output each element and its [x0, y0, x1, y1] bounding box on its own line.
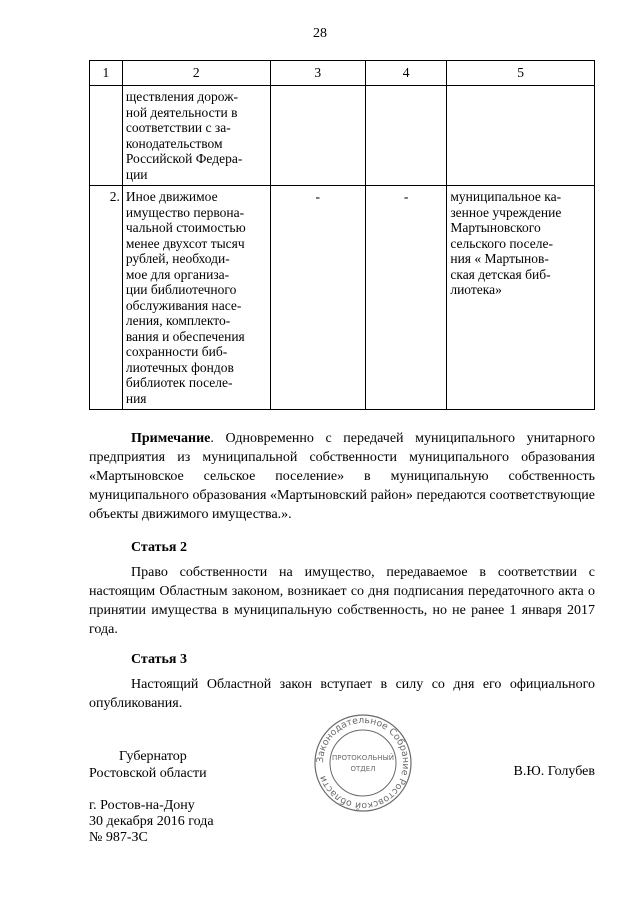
text-line: Иное движимое: [125, 189, 218, 204]
table-row: [90, 86, 595, 186]
note-label: Примечание: [131, 431, 211, 446]
place-date-number: [89, 798, 214, 846]
table-header-row: [90, 61, 595, 86]
text-line: зенное учреждение: [450, 204, 562, 220]
article2-heading: Статья 2: [131, 540, 187, 555]
text-line: ной деятельности в: [125, 104, 238, 120]
stamp-inner-line1: ПРОТОКОЛЬНЫЙ: [331, 754, 395, 762]
header-cell: 2: [122, 61, 270, 86]
law-number: № 987-ЗС: [89, 830, 148, 845]
text-line: ская детская биб-: [450, 266, 551, 282]
header-cell: 1: [90, 61, 123, 86]
header-cell: 3: [270, 61, 365, 86]
text-line: имущество первона-: [125, 204, 245, 220]
official-stamp: [313, 713, 413, 813]
item-description: [122, 86, 270, 186]
note-paragraph: [89, 429, 595, 524]
text-line: сельского поселе-: [450, 235, 554, 251]
article2-paragraph: [89, 563, 595, 639]
date: 30 декабря 2016 года: [89, 814, 214, 829]
article3-text: Настоящий Областной закон вступает в силу со дня его официального опубликования.: [89, 677, 595, 711]
text-line: мое для организа-: [125, 266, 230, 282]
text-line: соответствии с за-: [125, 120, 231, 135]
text-line: конодательством: [125, 135, 223, 151]
stamp-inner-line2: ОТДЕЛ: [350, 765, 376, 773]
signatory-name: В.Ю. Голубев: [513, 764, 595, 779]
header-cell: 4: [365, 61, 446, 86]
text-line: ления, комплекто-: [125, 313, 231, 328]
page-number: 28: [313, 26, 327, 41]
cell-col4: [365, 86, 446, 186]
text-line: ции: [125, 166, 148, 182]
text-line: Мартыновского: [450, 220, 541, 235]
cell-col4: -: [365, 186, 446, 410]
row-number: 2.: [90, 186, 123, 410]
text-line: Российской Федера-: [125, 151, 243, 166]
stamp-outer-text: Законодательное Собрание Ростовской области: [314, 714, 412, 812]
city: г. Ростов-на-Дону: [89, 798, 195, 813]
cell-col5: [447, 86, 595, 186]
text-line: лиотечных фондов: [125, 359, 234, 375]
text-line: ния: [125, 390, 147, 406]
text-line: муниципальное ка-: [450, 189, 562, 204]
recipient-institution: [447, 186, 595, 410]
cell-col3: [270, 86, 365, 186]
text-line: вания и обеспечения: [125, 328, 245, 344]
article3-heading: Статья 3: [131, 652, 187, 667]
signatory-title-line2: Ростовской области: [89, 766, 207, 781]
header-cell: 5: [447, 61, 595, 86]
signatory-title-line1: Губернатор: [119, 749, 187, 764]
text-line: ния « Мартынов-: [450, 251, 549, 266]
text-line: ществления дорож-: [125, 89, 239, 104]
text-line: обслуживания насе-: [125, 297, 242, 313]
table-row: [90, 186, 595, 410]
text-line: сохранности биб-: [125, 344, 228, 359]
text-line: ции библиотечного: [125, 282, 237, 297]
property-table: [89, 60, 595, 410]
text-line: библиотек поселе-: [125, 375, 233, 390]
text-line: чальной стоимостью: [125, 220, 246, 235]
row-number: [90, 86, 123, 186]
note-text: . Одновременно с передачей муниципального унитарного предприятия из муниципальной собственности муниципального образования «Мартыновское сельское поселение» в муниципальную собственность муниципального образования «Мартыновский район» передаются соответствующие объекты движимого имущества.».: [89, 431, 595, 522]
text-line: менее двухсот тысяч: [125, 235, 245, 251]
article2-text: Право собственности на имущество, передаваемое в соответствии с настоящим Областным законом, возникает со дня подписания передаточного акта о принятии имущества в муниципальную собственность, но не ранее 1 января 2017 года.: [89, 565, 595, 637]
article3-paragraph: [89, 675, 595, 713]
signatory-title: [89, 748, 249, 782]
text-line: лиотека»: [450, 282, 502, 297]
text-line: рублей, необходи-: [125, 251, 230, 266]
item-description: [122, 186, 270, 410]
cell-col3: -: [270, 186, 365, 410]
